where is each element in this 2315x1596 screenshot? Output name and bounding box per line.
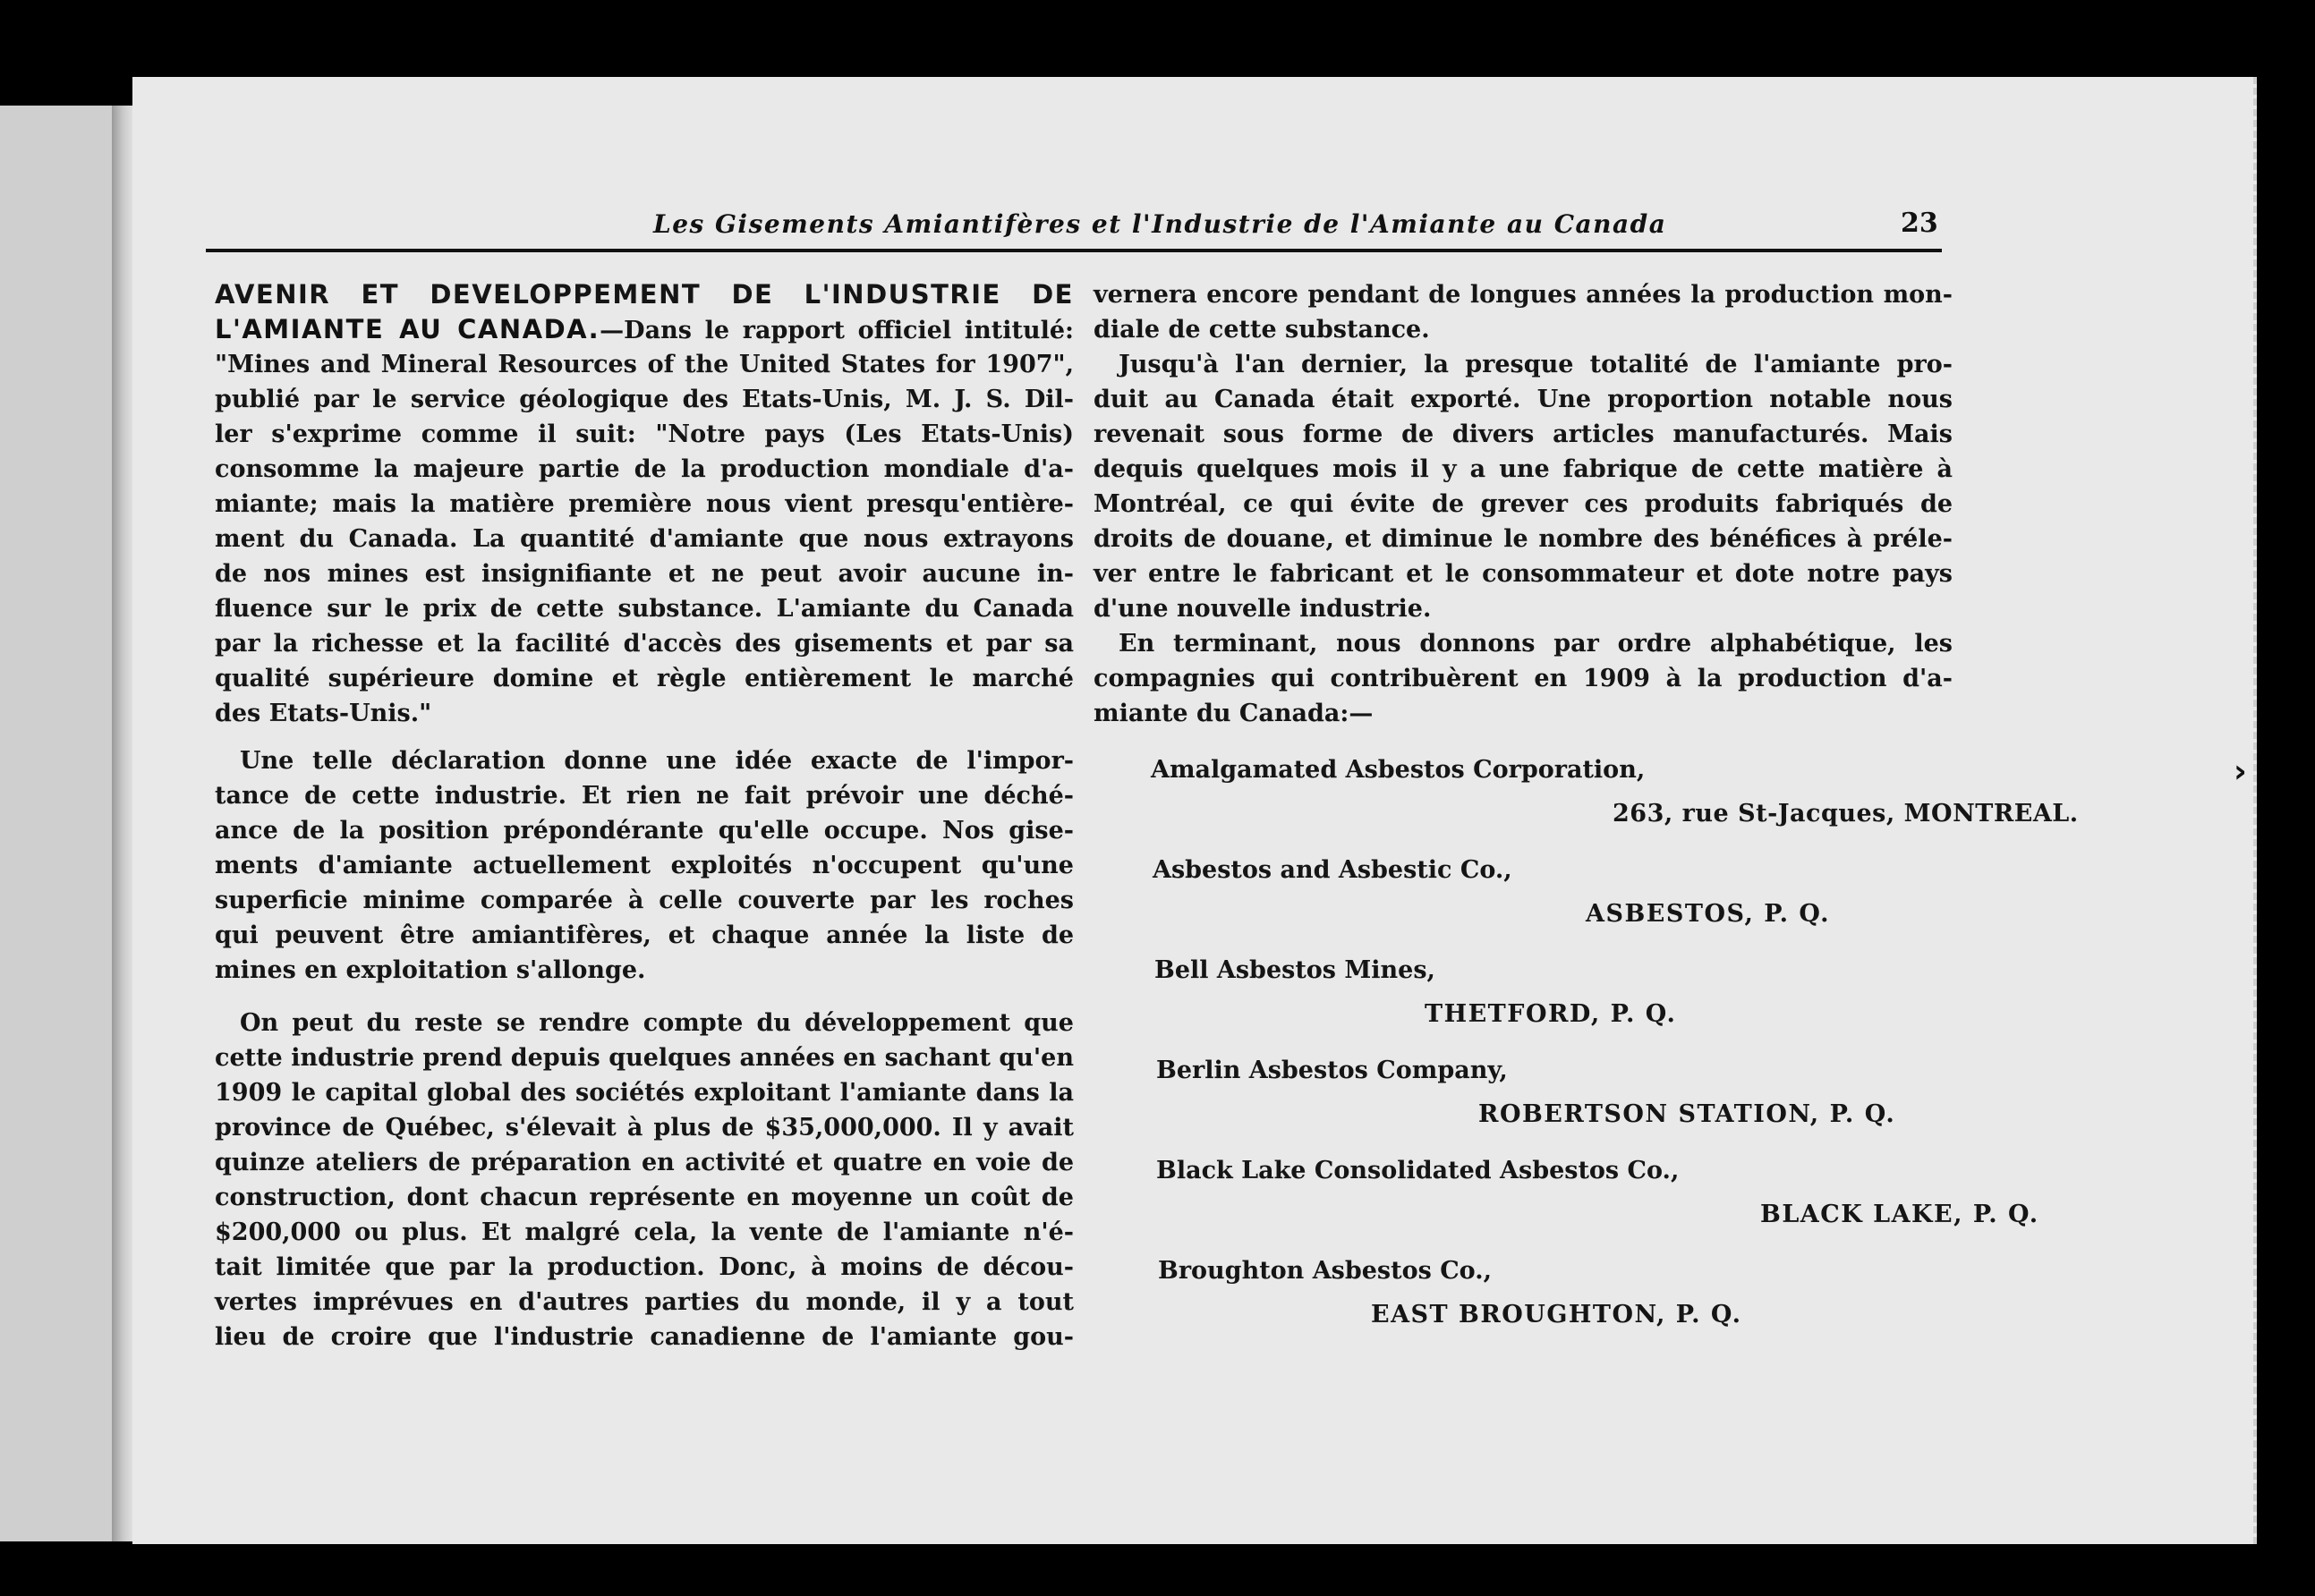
text-line: vernera encore pendant de longues années la production mon- (1094, 281, 1953, 309)
paragraph-quote (215, 347, 1074, 731)
text-line: quinze ateliers de préparation en activité et quatre en voie de (215, 1149, 1074, 1176)
text-line: miante; mais la matière première nous vient presqu'entière- (215, 490, 1074, 518)
text-line: droits de douane, et diminue le nombre des bénéfices à préle- (1094, 525, 1953, 553)
section-heading-caps: L'AMIANTE AU CANADA. (215, 314, 600, 344)
text-line: Montréal, ce qui évite de grever ces produits fabriqués de (1094, 490, 1953, 518)
text-line: tait limitée que par la production. Donc, à moins de décou- (215, 1253, 1074, 1281)
text-line: construction, dont chacun représente en moyenne un coût de (215, 1184, 1074, 1211)
company-address: THETFORD, P. Q. (1425, 1000, 1677, 1028)
text-line: vertes imprévues en d'autres parties du monde, il y a tout (215, 1288, 1074, 1316)
text-line: miante du Canada:— (1094, 700, 1374, 727)
text-line: 1909 le capital global des sociétés exploitant l'amiante dans la (215, 1079, 1074, 1107)
company-address: BLACK LAKE, P. Q. (1760, 1201, 2039, 1228)
company-address: ASBESTOS, P. Q. (1586, 900, 1831, 928)
running-head: Les Gisements Amiantifères et l'Industrie de l'Amiante au Canada (653, 209, 1667, 239)
company-name: Asbestos and Asbestic Co., (1153, 856, 1512, 884)
text-line: par la richesse et la facilité d'accès des gisements et par sa (215, 630, 1074, 658)
section-heading-line-1: AVENIR ET DEVELOPPEMENT DE L'INDUSTRIE DE (215, 279, 1074, 310)
company-list (1094, 752, 2079, 1332)
left-column (215, 277, 1074, 1354)
page-number: 23 (1901, 208, 1938, 239)
text-line: publié par le service géologique des Etats-Unis, M. J. S. Dil- (215, 386, 1074, 413)
paragraph-development (215, 1006, 1074, 1354)
text-line: compagnies qui contribuèrent en 1909 à la production d'a- (1094, 665, 1953, 692)
text-line: consomme la majeure partie de la production mondiale d'a- (215, 455, 1074, 483)
page-edge-mark-icon: › (2234, 753, 2247, 790)
text-line: d'une nouvelle industrie. (1094, 595, 1432, 623)
text-line: cette industrie prend depuis quelques années en sachant qu'en (215, 1044, 1074, 1072)
text-line: On peut du reste se rendre compte du développement que (240, 1009, 1074, 1037)
left-page-edge (0, 106, 122, 1541)
text-line: de nos mines est insignifiante et ne peut avoir aucune in- (215, 560, 1074, 588)
company-address: ROBERTSON STATION, P. Q. (1478, 1100, 1896, 1128)
text-line: superficie minime comparée à celle couverte par les roches (215, 887, 1074, 914)
text-line: Jusqu'à l'an dernier, la presque totalité de l'amiante pro- (1119, 351, 1953, 378)
text-line: des Etats-Unis." (215, 700, 432, 727)
company-entry (1094, 752, 2079, 831)
text-line: dequis quelques mois il y a une fabrique de cette matière à (1094, 455, 1953, 483)
text-line: province de Québec, s'élevait à plus de $35,000,000. Il y avait (215, 1114, 1074, 1142)
book-spine (112, 106, 133, 1541)
text-line: revenait sous forme de divers articles manufacturés. Mais (1094, 420, 1953, 448)
text-line: "Mines and Mineral Resources of the United States for 1907", (215, 351, 1074, 378)
text-line: Une telle déclaration donne une idée exacte de l'impor- (240, 747, 1074, 775)
header-rule (206, 249, 1942, 252)
text-line: En terminant, nous donnons par ordre alphabétique, les (1119, 630, 1953, 658)
text-line: fluence sur le prix de cette substance. L'amiante du Canada (215, 595, 1074, 623)
text-line: lieu de croire que l'industrie canadienne de l'amiante gou- (215, 1323, 1074, 1351)
company-address: EAST BROUGHTON, P. Q. (1371, 1301, 1742, 1329)
text-line: qualité supérieure domine et règle entièrement le marché (215, 665, 1074, 692)
company-name: Bell Asbestos Mines, (1154, 956, 1435, 984)
right-column (1094, 277, 2079, 1354)
company-entry (1094, 1253, 1953, 1332)
text-line: ance de la position prépondérante qu'elle occupe. Nos gise- (215, 817, 1074, 845)
company-address: 263, rue St-Jacques, MONTREAL. (1613, 800, 2079, 828)
company-entry (1094, 853, 1953, 931)
company-entry (1094, 953, 1953, 1031)
paragraph-conclusion (1094, 626, 1953, 731)
text-line: ver entre le fabricant et le consommateur et dote notre pays (1094, 560, 1953, 588)
section-heading-line-2 (215, 312, 1074, 347)
text-line: $200,000 ou plus. Et malgré cela, la vente de l'amiante n'é- (215, 1218, 1074, 1246)
text-line: qui peuvent être amiantifères, et chaque année la liste de (215, 921, 1074, 949)
company-name: Broughton Asbestos Co., (1158, 1257, 1493, 1285)
text-line: ments d'amiante actuellement exploités n'occupent qu'une (215, 852, 1074, 879)
text-line: diale de cette substance. (1094, 316, 1430, 344)
text-line: ler s'exprime comme il suit: "Notre pays (Les Etats-Unis) (215, 420, 1074, 448)
company-name: Amalgamated Asbestos Corporation, (1151, 756, 1646, 784)
company-entry (1094, 1053, 1953, 1132)
company-name: Berlin Asbestos Company, (1156, 1057, 1508, 1084)
paragraph-export (1094, 347, 1953, 626)
paragraph-declaration (215, 743, 1074, 988)
company-name: Black Lake Consolidated Asbestos Co., (1156, 1157, 1680, 1184)
text-line: mines en exploitation s'allonge. (215, 956, 646, 984)
text-line: duit au Canada était exporté. Une proportion notable nous (1094, 386, 1953, 413)
company-entry (1094, 1153, 2039, 1232)
text-line: tance de cette industrie. Et rien ne fait prévoir une déché- (215, 782, 1074, 810)
text-line: ment du Canada. La quantité d'amiante que nous extrayons (215, 525, 1074, 553)
section-heading-rest: —Dans le rapport officiel intitulé: (600, 317, 1075, 344)
paragraph-continuation (1094, 277, 1953, 347)
